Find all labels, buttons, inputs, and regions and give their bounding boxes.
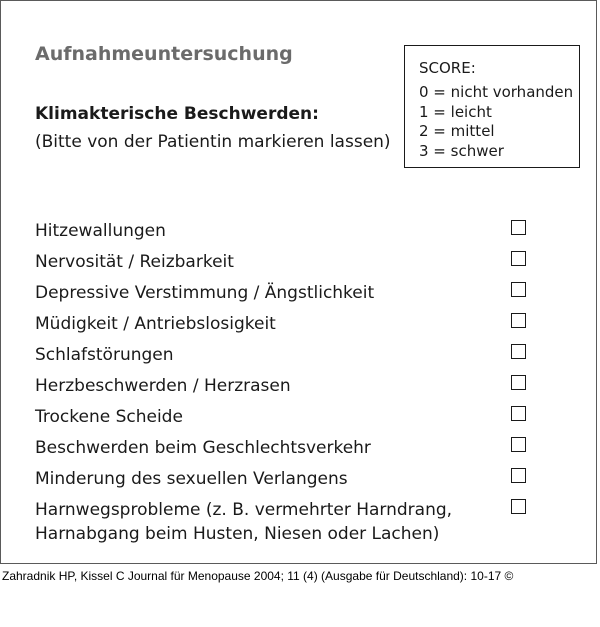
form-title: Aufnahmeuntersuchung: [35, 43, 293, 65]
symptom-label: Harnwegsprobleme (z. B. vermehrter Harndrang, Harnabgang beim Husten, Niesen oder Lachen): [35, 500, 453, 544]
symptom-checkbox[interactable]: [511, 375, 526, 390]
score-level-3: 3 = schwer: [419, 141, 504, 160]
symptom-checkbox[interactable]: [511, 468, 526, 483]
symptom-checkbox[interactable]: [511, 220, 526, 235]
symptom-label: Nervosität / Reizbarkeit: [35, 252, 234, 272]
symptom-label: Beschwerden beim Geschlechtsverkehr: [35, 438, 371, 458]
symptom-row: [35, 312, 565, 343]
symptom-row: [35, 343, 565, 374]
score-level-0: 0 = nicht vorhanden: [419, 83, 574, 101]
form-instruction: (Bitte von der Patientin markieren lassen): [35, 132, 391, 152]
symptom-row: [35, 219, 565, 250]
symptom-list: [35, 219, 565, 550]
symptom-row: [35, 436, 565, 467]
symptom-checkbox[interactable]: [511, 437, 526, 452]
citation: Zahradnik HP, Kissel C Journal für Menopause 2004; 11 (4) (Ausgabe für Deutschland): 10-17 ©: [2, 569, 514, 583]
symptom-row: [35, 281, 565, 312]
symptom-checkbox[interactable]: [511, 282, 526, 297]
symptom-row: [35, 405, 565, 436]
symptom-label: Herzbeschwerden / Herzrasen: [35, 376, 291, 396]
score-legend: [404, 45, 580, 168]
symptom-label: Depressive Verstimmung / Ängstlichkeit: [35, 283, 375, 303]
symptom-label: Minderung des sexuellen Verlangens: [35, 469, 348, 489]
symptom-checkbox[interactable]: [511, 406, 526, 421]
symptom-label: Trockene Scheide: [35, 407, 183, 427]
symptom-row: [35, 374, 565, 405]
symptom-checkbox[interactable]: [511, 344, 526, 359]
symptom-row: [35, 250, 565, 281]
symptom-checkbox[interactable]: [511, 313, 526, 328]
symptom-row: [35, 498, 565, 550]
symptom-label: Hitzewallungen: [35, 221, 166, 241]
symptom-row: [35, 467, 565, 498]
score-level-1: 1 = leicht: [419, 102, 492, 121]
symptom-label: Schlafstörungen: [35, 345, 174, 365]
form-subtitle: Klimakterische Beschwerden:: [35, 104, 319, 124]
symptom-label: Müdigkeit / Antriebslosigkeit: [35, 314, 276, 334]
symptom-checkbox[interactable]: [511, 251, 526, 266]
score-legend-title: SCORE:: [419, 59, 476, 77]
score-level-2: 2 = mittel: [419, 122, 495, 140]
symptom-checkbox[interactable]: [511, 499, 526, 514]
